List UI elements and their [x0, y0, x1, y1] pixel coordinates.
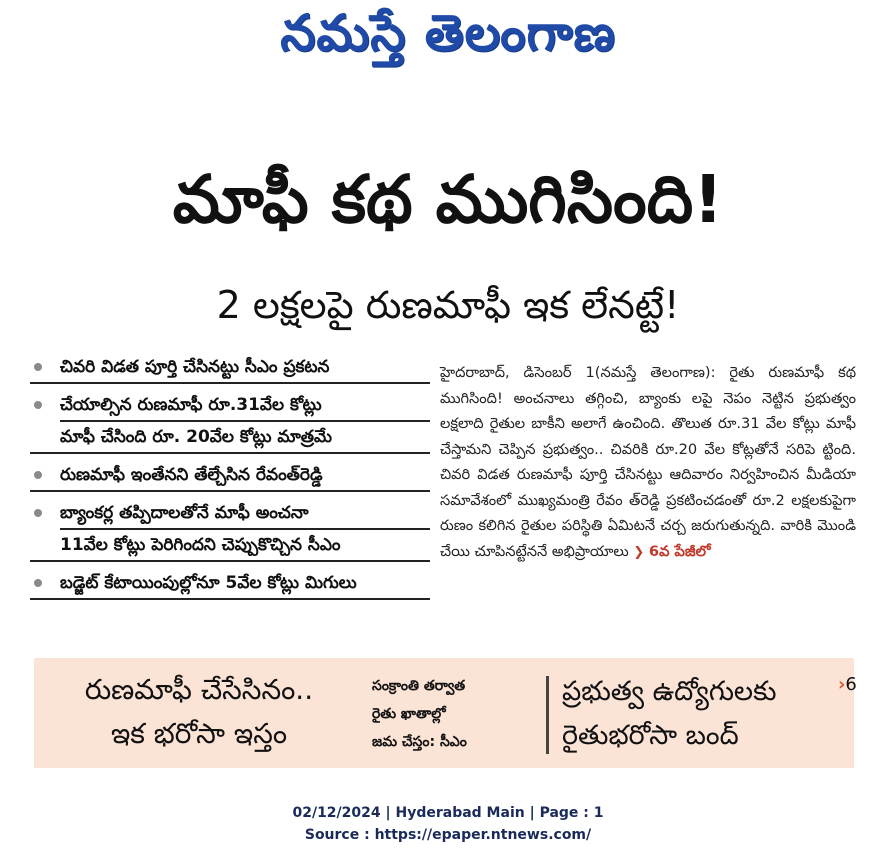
bullet-dot-icon	[34, 579, 42, 587]
promo-right-line: రైతుభరోసా బంద్	[562, 720, 739, 751]
promo-left	[34, 668, 364, 756]
footer-source[interactable]: Source : https://epaper.ntnews.com/	[304, 827, 592, 843]
continuation-link[interactable]: 6వ పేజీలో	[648, 542, 711, 560]
article-body	[440, 360, 856, 565]
headline: మాఫీ కథ ముగిసింది!	[172, 161, 724, 238]
bullet-dot-icon	[34, 471, 42, 479]
bullet-item	[30, 568, 430, 600]
promo-left-line: ఇక భరోసా ఇస్తం	[110, 717, 288, 750]
bullet-item	[30, 498, 430, 562]
bullet-text: చివరి విడత పూర్తి చేసినట్టు సీఎం ప్రకటన	[60, 357, 330, 377]
promo-middle	[372, 672, 552, 756]
bullet-text: 11వేల కోట్లు పెరిగిందని చెప్పుకొచ్చిన సీఎం	[60, 528, 430, 560]
promo-mid-line: రైతు ఖాతాల్లో	[372, 706, 446, 722]
bullet-dot-icon	[34, 363, 42, 371]
page-reference-number: 6	[845, 674, 857, 695]
promo-divider	[546, 676, 549, 754]
promo-mid-line: జమ చేస్తం: సీఎం	[372, 734, 467, 750]
promo-strip	[34, 658, 857, 768]
bullet-text: చేయాల్సిన రుణమాఫీ రూ.31వేల కోట్లు	[60, 395, 322, 415]
bullet-text: మాఫీ చేసింది రూ. 20వేల కోట్లు మాత్రమే	[60, 420, 430, 452]
bullet-dot-icon	[34, 509, 42, 517]
footer-date-edition: 02/12/2024 | Hyderabad Main | Page : 1	[292, 805, 604, 821]
footer	[0, 802, 896, 846]
bullet-item	[30, 460, 430, 492]
newspaper-logo: నమస్తే తెలంగాణ	[280, 4, 616, 62]
bullet-dot-icon	[34, 401, 42, 409]
promo-mid-line: సంక్రాంతి తర్వాత	[372, 678, 466, 694]
bullet-item	[30, 390, 430, 454]
promo-right	[562, 670, 857, 758]
bullet-item	[30, 352, 430, 384]
article-text: హైదరాబాద్, డిసెంబర్ 1(నమస్తే తెలంగాణ): రైతు రుణమాఫీ కథ ముగిసింది! అంచనాలు తగ్గించి, బ్యాంకు లపై నెపం నెట్టిన ప్రభుత్వం లక్షలాది రైతుల బాకీని అలాగే ఉంచింది. తొలుత రూ.31 వేల కోట్లు మాఫీ చేస్తామని చెప్పిన ప్రభుత్వం.. చివరికి రూ.20 వేల కోట్లతోనే సరిపె ట్టింది. చివరి విడత రుణమాఫీ పూర్తి చేసినట్టు ఆదివారం నిర్వహించిన మీడియా సమావేశంలో ముఖ్యమంత్రి రేవం త్‌రెడ్డి ప్రకటించడంతో రూ.2 లక్షలకుపైగా రుణం కలిగిన రైతుల పరిస్థితి ఏమిటనే చర్చ జరుగుతున్నది. వారికి మొండి చేయి చూపినట్టేననే అభిప్రాయాలు	[440, 364, 856, 560]
bullet-text: బడ్జెట్ కేటాయింపుల్లోనూ 5వేల కోట్లు మిగులు	[60, 573, 357, 593]
chevron-right-icon: ›	[838, 674, 846, 695]
continuation-arrow-icon: ❯	[633, 544, 645, 560]
promo-left-line: రుణమాఫీ చేసేసినం..	[84, 673, 314, 706]
subheadline: 2 లక్షలపై రుణమాఫీ ఇక లేనట్టే!	[216, 283, 680, 327]
masthead	[0, 0, 896, 100]
bullet-text: బ్యాంకర్ల తప్పిదాలతోనే మాఫీ అంచనా	[60, 503, 309, 523]
bullet-list	[30, 352, 430, 606]
bullet-text: రుణమాఫీ ఇంతేనని తేల్చేసిన రేవంత్‌రెడ్డి	[60, 465, 323, 485]
page-reference[interactable]	[838, 670, 857, 700]
promo-right-line: ప్రభుత్వ ఉద్యోగులకు	[562, 676, 777, 707]
